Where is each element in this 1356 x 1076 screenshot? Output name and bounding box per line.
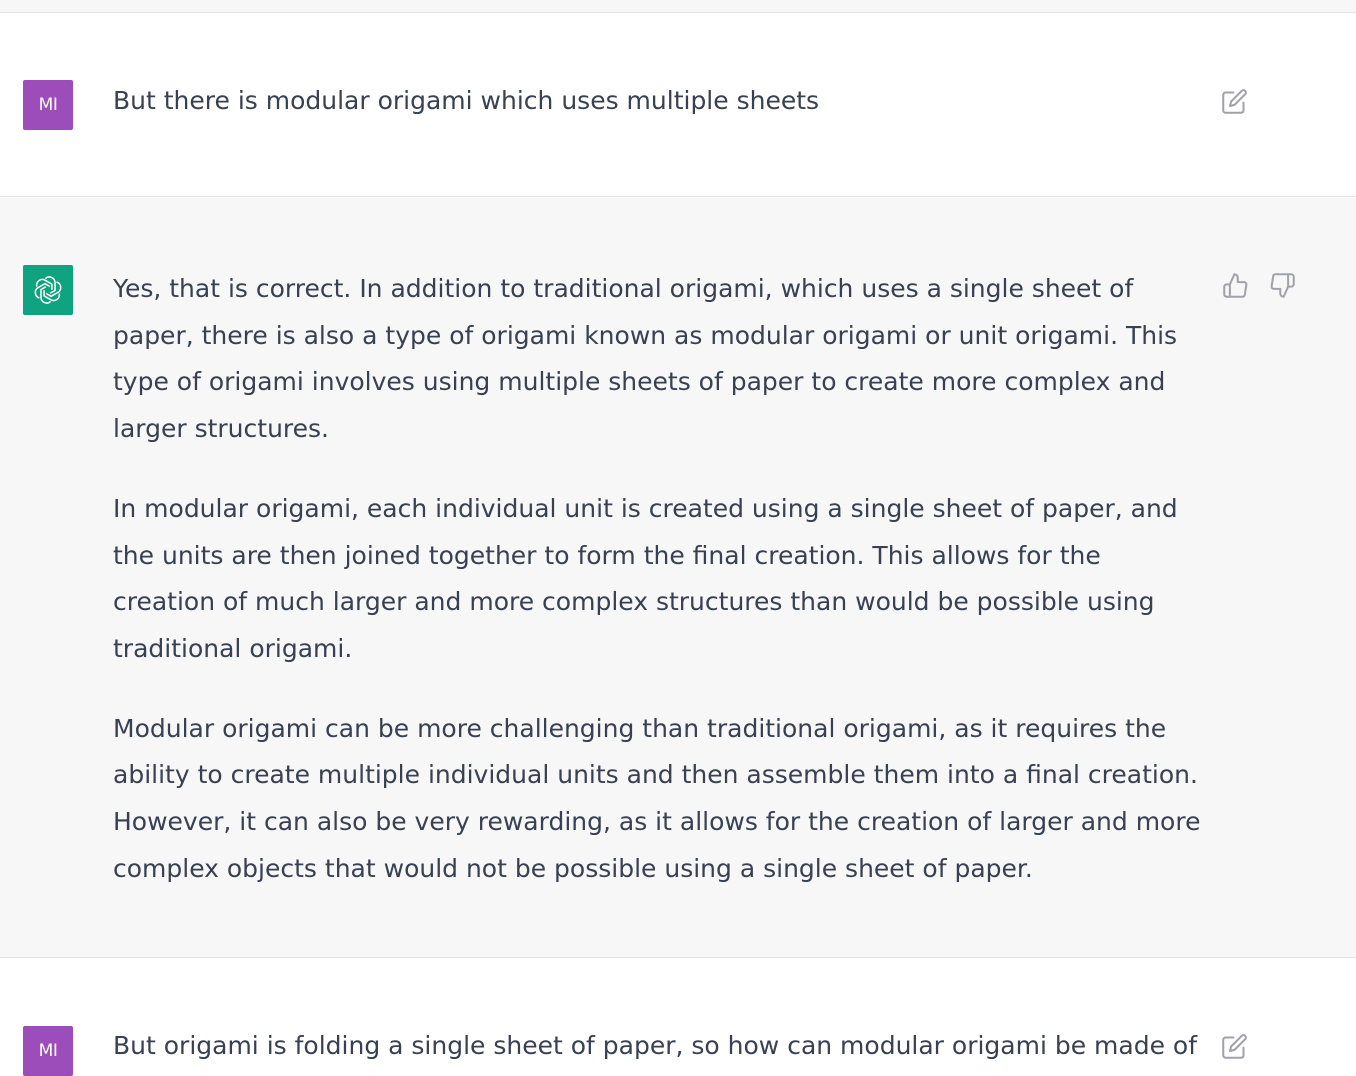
user-message <box>0 959 1356 1061</box>
thumbs-up-icon[interactable] <box>1220 270 1250 300</box>
openai-logo-icon <box>23 265 73 315</box>
user-avatar <box>23 1026 73 1076</box>
user-message <box>0 13 1356 197</box>
user-message-text: But origami is folding a single sheet of paper, so how can modular origami be made of <box>113 1031 1198 1060</box>
assistant-paragraph: Modular origami can be more challenging than traditional origami, as it requires the ability to create multiple individual units and then assemble them into a final creation. However, it can also be very rewarding, as it allows for the creation of larger and more complex objects that would not be possible using a single sheet of paper. <box>113 713 1201 883</box>
edit-icon[interactable] <box>1219 1031 1249 1061</box>
thumbs-down-icon[interactable] <box>1267 270 1297 300</box>
assistant-paragraph: In modular origami, each individual unit is created using a single sheet of paper, and the units are then joined together to form the final creation. This allows for the creation of much larger and more complex structures than would be possible using traditional origami. <box>113 493 1178 663</box>
assistant-message <box>0 198 1356 958</box>
assistant-message-text <box>113 266 1203 892</box>
user-avatar <box>23 80 73 130</box>
previous-message-edge <box>0 0 1356 13</box>
user-avatar-initials: MI <box>38 95 58 115</box>
assistant-paragraph: Yes, that is correct. In addition to traditional origami, which uses a single sheet of paper, there is also a type of origami known as modular origami or unit origami. This type of origami involves using multiple sheets of paper to create more complex and larger structures. <box>113 274 1178 444</box>
edit-icon[interactable] <box>1219 86 1249 116</box>
user-avatar-initials: MI <box>38 1041 58 1061</box>
user-message-text: But there is modular origami which uses multiple sheets <box>113 86 820 115</box>
